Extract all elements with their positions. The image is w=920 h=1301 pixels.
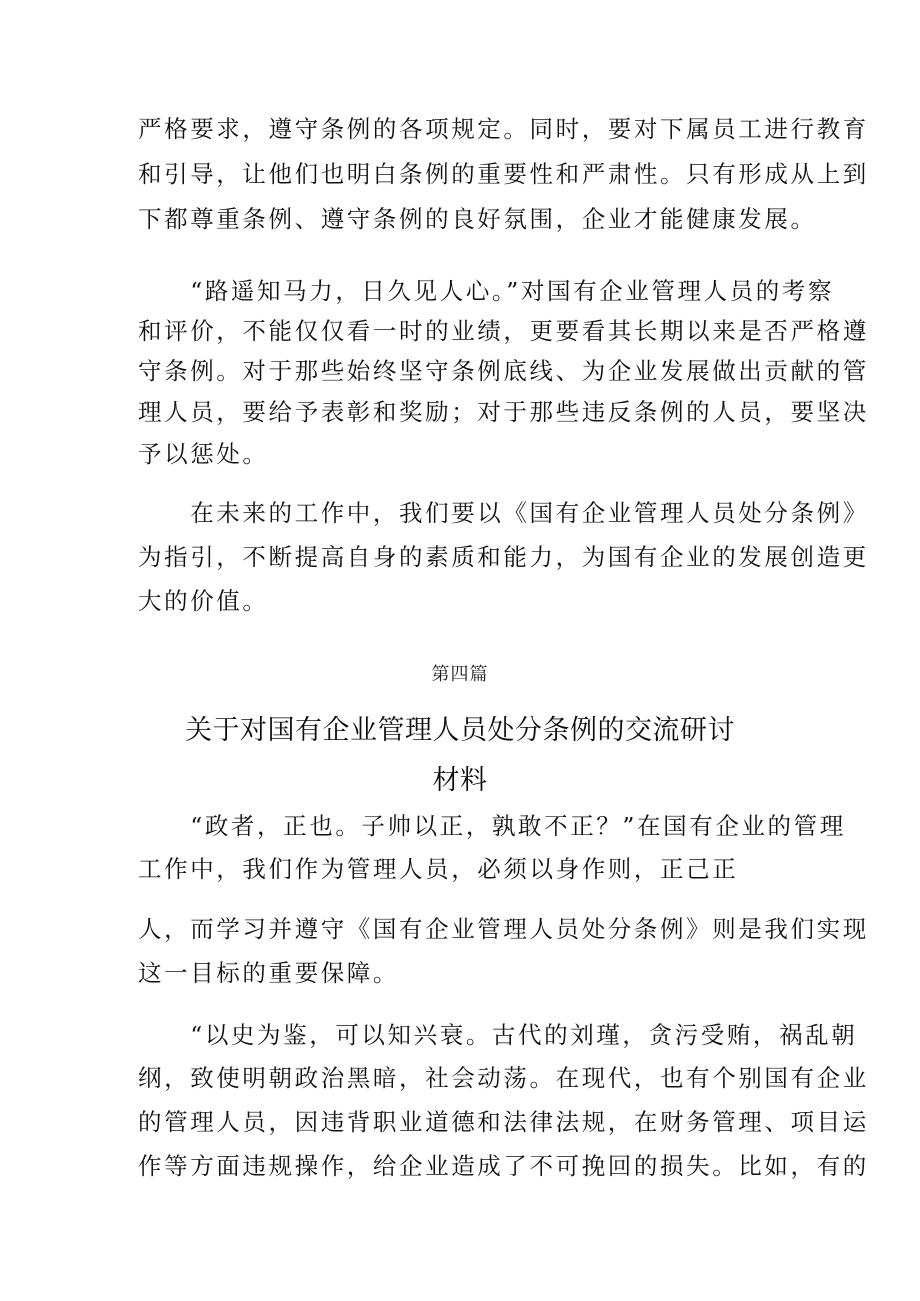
paragraph-line: 为指引，不断提高自身的素质和能力，为国有企业的发展创造更 (138, 543, 869, 571)
paragraph-line: 守条例。对于那些始终坚守条例底线、为企业发展做出贡献的管 (138, 357, 869, 385)
paragraph-line: 和评价，不能仅仅看一时的业绩，更要看其长期以来是否严格遵 (138, 317, 869, 345)
paragraph-line: “以史为鉴，可以知兴衰。古代的刘瑾，贪污受贿，祸乱朝 (138, 1021, 858, 1049)
paragraph-line: 在未来的工作中，我们要以《国有企业管理人员处分条例》 (138, 499, 869, 527)
paragraph-line: “路遥知马力，日久见人心。”对国有企业管理人员的考察 (138, 277, 835, 305)
paragraph-line: 作等方面违规操作，给企业造成了不可挽回的损失。比如，有的 (138, 1152, 869, 1180)
paragraph-line: 严格要求，遵守条例的各项规定。同时，要对下属员工进行教育 (138, 115, 869, 143)
paragraph-line: 工作中，我们作为管理人员，必须以身作则，正己正 (138, 855, 739, 883)
paragraph-line: 和引导，让他们也明白条例的重要性和严肃性。只有形成从上到 (138, 160, 869, 188)
paragraph-line: 纲，致使明朝政治黑暗，社会动荡。在现代，也有个别国有企业 (138, 1064, 869, 1092)
paragraph-line: 下都尊重条例、遵守条例的良好氛围，企业才能健康发展。 (138, 205, 817, 233)
paragraph-line: 人，而学习并遵守《国有企业管理人员处分条例》则是我们实现 (138, 915, 869, 943)
paragraph-line: 予以惩处。 (138, 440, 269, 468)
paragraph-line: “政者，正也。子帅以正，孰敢不正？”在国有企业的管理 (138, 812, 846, 840)
paragraph-line: 大的价值。 (138, 587, 269, 615)
section-label: 第四篇 (431, 664, 489, 685)
document-title: 关于对国有企业管理人员处分条例的交流研讨 (185, 715, 735, 746)
document-title-continued: 材料 (432, 765, 488, 796)
paragraph-line: 这一目标的重要保障。 (138, 959, 399, 987)
paragraph-line: 的管理人员，因违背职业道德和法律法规，在财务管理、项目运 (138, 1108, 869, 1136)
paragraph-line: 理人员，要给予表彰和奖励；对于那些违反条例的人员，要坚决 (138, 398, 869, 426)
